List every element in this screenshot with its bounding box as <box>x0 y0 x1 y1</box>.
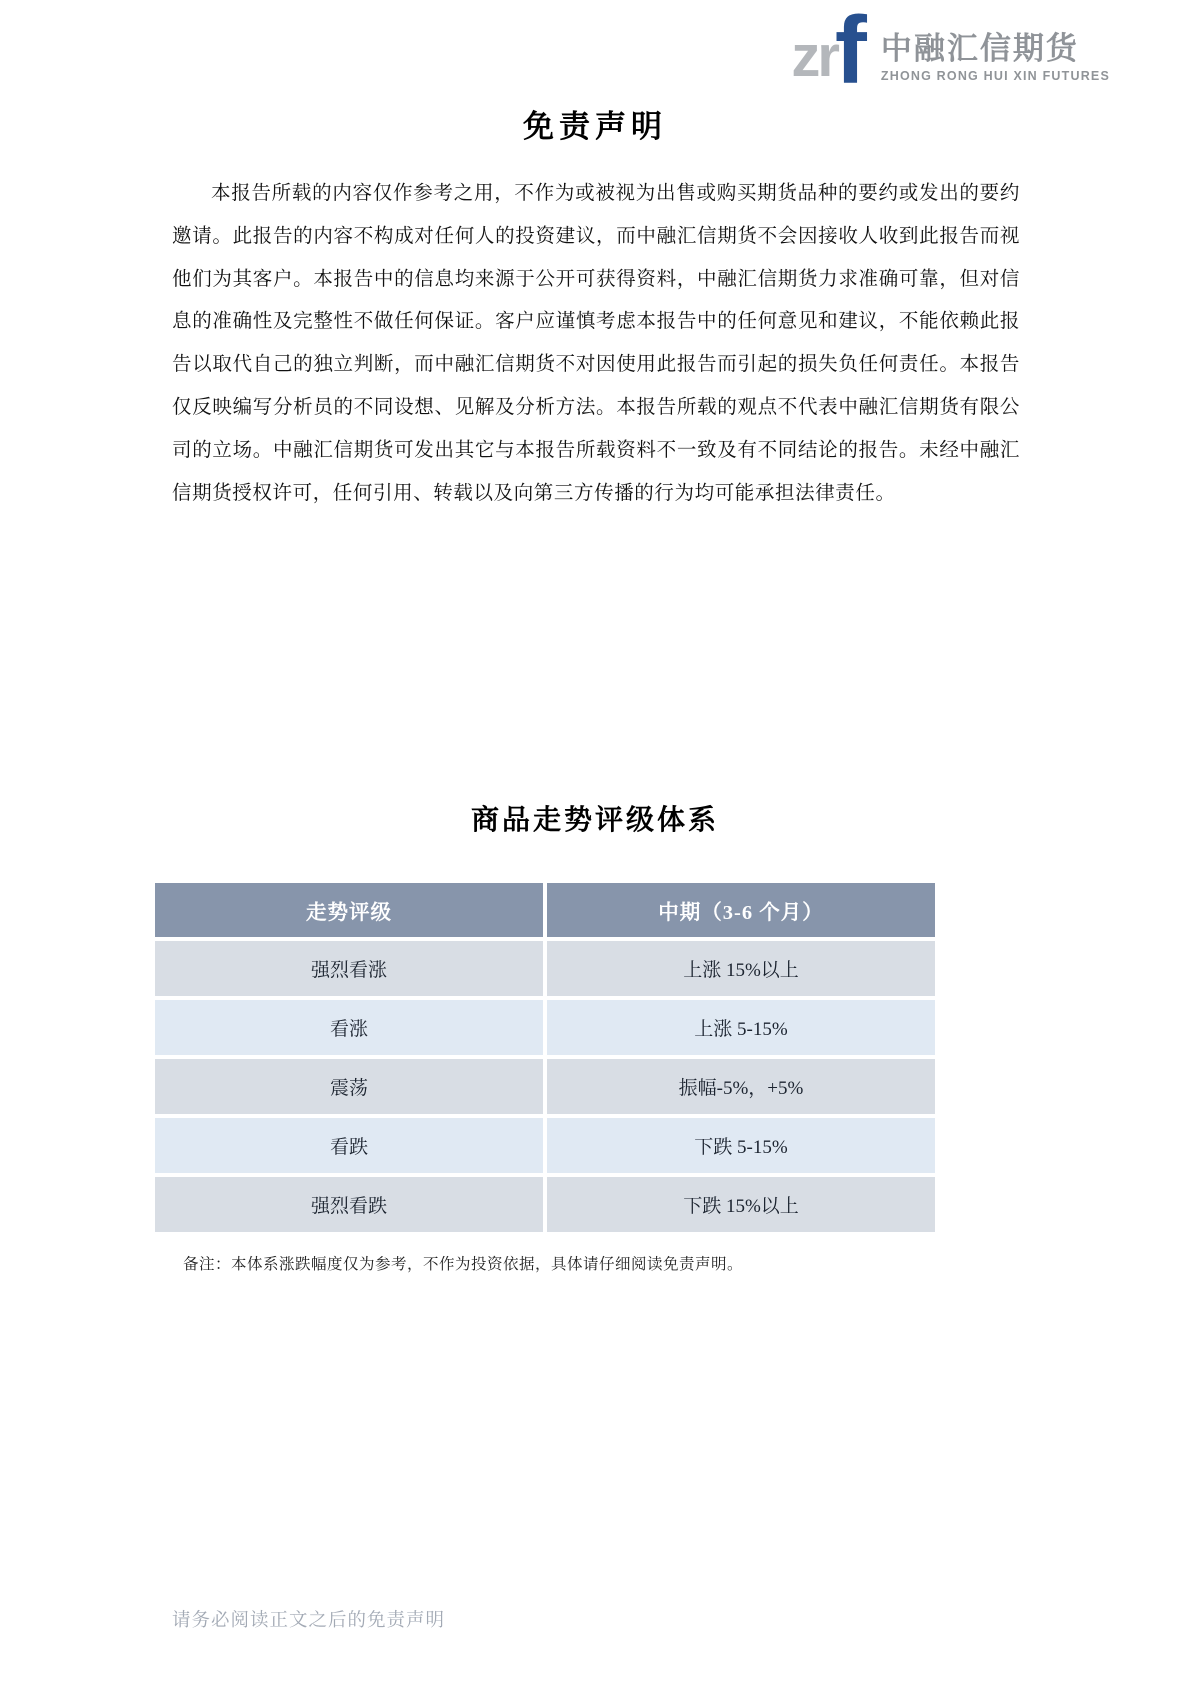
disclaimer-paragraph: 本报告所载的内容仅作参考之用，不作为或被视为出售或购买期货品种的要约或发出的要约邀请。此报告的内容不构成对任何人的投资建议，而中融汇信期货不会因接收人收到此报告而视他们为其客户。本报告中的信息均来源于公开可获得资料，中融汇信期货力求准确可靠，但对信息的准确性及完整性不做任何保证。客户应谨慎考虑本报告中的任何意见和建议，不能依赖此报告以取代自己的独立判断，而中融汇信期货不对因使用此报告而引起的损失负任何责任。本报告仅反映编写分析员的不同设想、见解及分析方法。本报告所载的观点不代表中融汇信期货有限公司的立场。中融汇信期货可发出其它与本报告所载资料不一致及有不同结论的报告。未经中融汇信期货授权许可，任何引用、转载以及向第三方传播的行为均可能承担法律责任。 <box>172 183 1020 504</box>
table-cell-range: 下跌 5-15% <box>547 1118 935 1173</box>
page-footer-disclaimer-reminder: 请务必阅读正文之后的免责声明 <box>172 1611 446 1631</box>
table-cell-rating: 看跌 <box>155 1118 543 1173</box>
company-name-english: ZHONG RONG HUI XIN FUTURES <box>880 68 1110 83</box>
table-cell-rating: 看涨 <box>155 1000 543 1055</box>
logo-letters-zr: zr <box>791 24 837 90</box>
table-cell-range: 上涨 5-15% <box>547 1000 935 1055</box>
table-cell-rating: 震荡 <box>155 1059 543 1114</box>
company-logo <box>791 0 1110 104</box>
table-cell-range: 上涨 15%以上 <box>547 941 935 996</box>
table-cell-rating: 强烈看跌 <box>155 1177 543 1232</box>
table-cell-rating: 强烈看涨 <box>155 941 543 996</box>
rating-system-title: 商品走势评级体系 <box>470 805 719 836</box>
table-cell-range: 下跌 15%以上 <box>547 1177 935 1232</box>
table-cell-range: 振幅-5%，+5% <box>547 1059 935 1114</box>
rating-table-header-rating: 走势评级 <box>155 883 543 937</box>
logo-letter-f: f <box>834 0 867 104</box>
rating-table-header-midterm: 中期（3-6 个月） <box>547 883 935 937</box>
logo-names <box>881 32 1110 83</box>
company-name-chinese: 中融汇信期货 <box>880 30 1079 66</box>
rating-table-note: 备注：本体系涨跌幅度仅为参考，不作为投资依据，具体请仔细阅读免责声明。 <box>183 1256 744 1273</box>
rating-table <box>155 883 935 1232</box>
disclaimer-title: 免责声明 <box>523 109 667 144</box>
zrf-logo-icon <box>791 0 867 104</box>
